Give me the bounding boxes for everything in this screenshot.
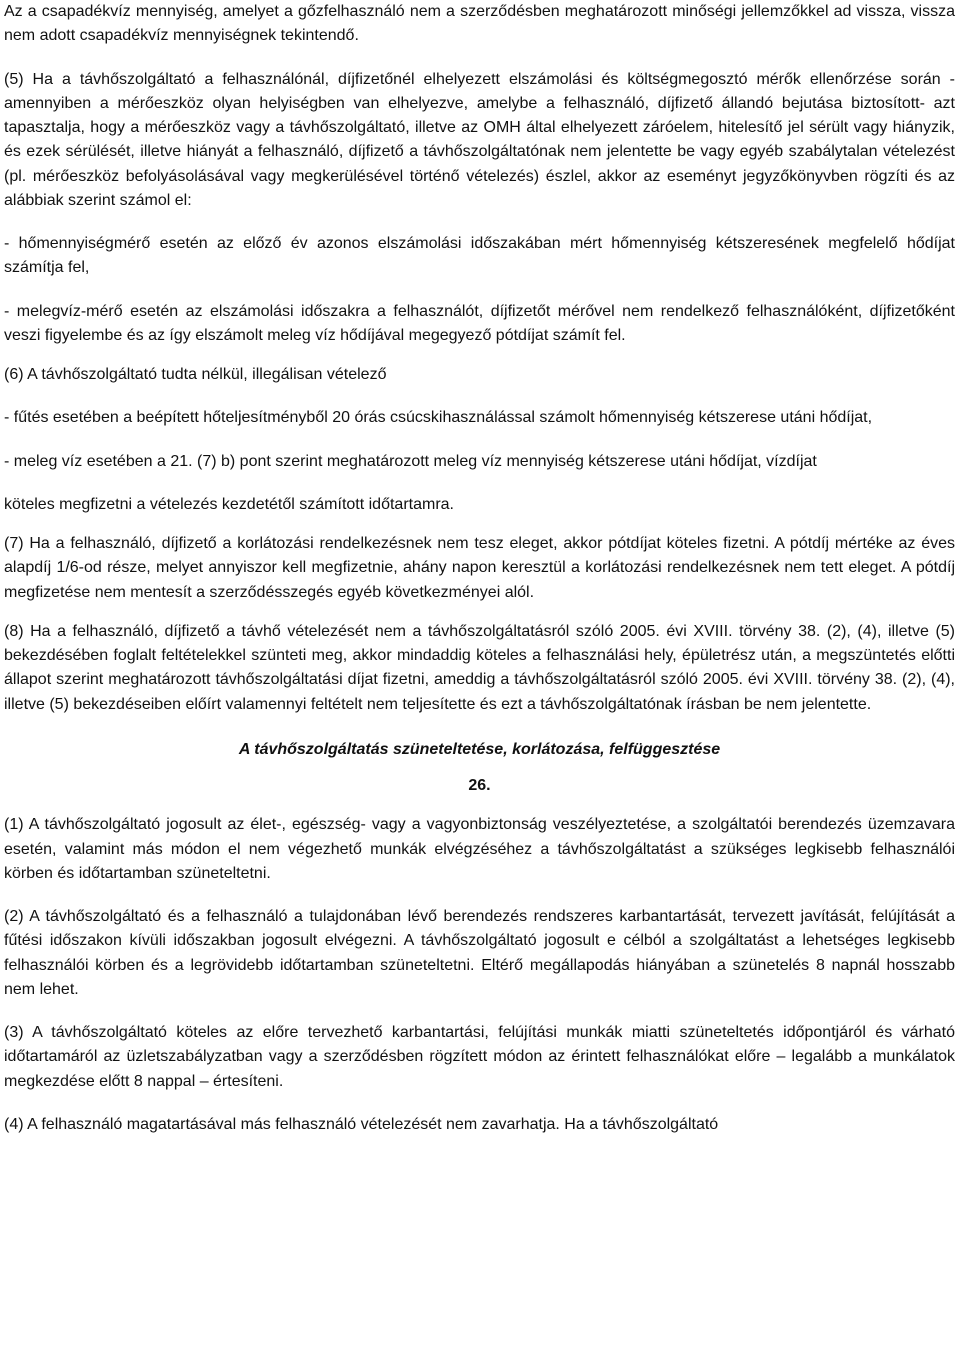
section-26-paragraph-2: (2) A távhőszolgáltató és a felhasználó a tulajdonában lévő berendezés rendszeres karbantartását, tervezett javítását, felújítását a fűtési időszakon kívüli időszakban jogosult elvégezni. A távhőszolgáltató jogosult e célból a szolgáltatást a lehetséges legkisebb felhasználói körben és a legrövidebb időtartamban szüneteltetni. Eltérő megállapodás hiányában a szünetelés 8 napnál hosszabb nem lehet. bbox=[4, 908, 955, 998]
paragraph-6-end: köteles megfizetni a vételezés kezdetétől számított időtartamra. bbox=[4, 495, 454, 513]
paragraph-6-dash-2: - meleg víz esetében a 21. (7) b) pont szerint meghatározott meleg víz mennyiség kétszerese utáni hődíjat, vízdíjat bbox=[4, 452, 817, 470]
section-number: 26. bbox=[468, 777, 491, 794]
section-26-paragraph-1: (1) A távhőszolgáltató jogosult az élet-, egészség- vagy a vagyonbiztonság veszélyeztetése, a szolgáltatói berendezés üzemzavara esetén, valamint más módon el nem végezhető munkák elvégzéséhez a távhőszolgáltatást a szükséges legkisebb felhasználói körben és időtartamban szüneteltetni. bbox=[4, 816, 955, 882]
paragraph-6-dash-1: - fűtés esetében a beépített hőteljesítményből 20 órás csúcskihasználással számolt hőmennyiség kétszerese utáni hődíjat, bbox=[4, 409, 873, 427]
paragraph-8: (8) Ha a felhasználó, díjfizető a távhő vételezését nem a távhőszolgáltatásról szóló 2005. évi XVIII. törvény 38. (2), (4), illetve (5) bekezdésében foglalt feltételekkel szünteti meg, akkor mindaddig köteles a felhasználási hely, épületrész után, a megszüntetés előtti állapot szerint meghatározott távhőszolgáltatási díjat fizetni, ameddig a távhőszolgáltatásról szóló 2005. évi XVIII. törvény 38. (2), (4), illetve (5) bekezdéseiben előírt valamennyi feltételt nem teljesítette és ezt a távhőszolgáltatónak írásban be nem jelentette. bbox=[4, 622, 955, 713]
document-page bbox=[4, 0, 955, 1137]
paragraph-6: (6) A távhőszolgáltató tudta nélkül, illegálisan vételező bbox=[4, 366, 387, 383]
paragraph-7: (7) Ha a felhasználó, díjfizető a korlátozási rendelkezésnek nem tesz eleget, akkor pótdíjat köteles fizetni. A pótdíj mértéke az éves alapdíj 1/6-od része, melyet annyiszor kell megfizetnie, ahány napon keresztül a korlátozási rendelkezésnek nem tett eleget. A pótdíj megfizetése nem mentesít a szerződésszegés egyéb következményei alól. bbox=[4, 535, 955, 601]
paragraph-intro: Az a csapadékvíz mennyiség, amelyet a gőzfelhasználó nem a szerződésben meghatározott minőségi jellemzőkkel ad vissza, vissza nem adott csapadékvíz mennyiségnek tekintendő. bbox=[4, 3, 955, 45]
section-26-paragraph-3: (3) A távhőszolgáltató köteles az előre tervezhető karbantartási, felújítási munkák miatti szüneteltetés időpontjáról és várható időtartamáról az üzletszabályzatban vagy a szerződésben rögzített módon az érintett felhasználókat előre – legalább a munkálatok megkezdése előtt 8 nappal – értesíteni. bbox=[4, 1024, 955, 1090]
paragraph-5: (5) Ha a távhőszolgáltató a felhasználónál, díjfizetőnél elhelyezett elszámolási és költségmegosztó mérők ellenőrzése során -amennyiben a mérőeszköz olyan helyiségben van elhelyezve, amelybe a felhasználó, díjfizető állandó bejutása biztosított- azt tapasztalja, hogy a mérőeszköz vagy a távhőszolgáltató, illetve az OMH által elhelyezett záróelem, hitelesítő jel sérült vagy hiányzik, és ezek sérülését, illetve hiányát a felhasználó, díjfizető a távhőszolgáltatónak nem jelentette be vagy egyéb szabálytalan vételezést (pl. mérőeszköz befolyásolásával vagy megkerülésével történő vételezés) észlel, akkor az eseményt jegyzőkönyvben rögzíti és az alábbiak szerint számol el: bbox=[4, 70, 955, 209]
section-26-paragraph-4: (4) A felhasználó magatartásával más felhasználó vételezését nem zavarhatja. Ha a távhőszolgáltató bbox=[4, 1115, 719, 1133]
section-heading: A távhőszolgáltatás szüneteltetése, korlátozása, felfüggesztése bbox=[238, 740, 721, 758]
paragraph-5-dash-2: - melegvíz-mérő esetén az elszámolási időszakra a felhasználót, díjfizetőt mérővel nem rendelkező felhasználóként, díjfizetőként veszi figyelembe és az így elszámolt meleg víz hődíjával megegyező pótdíjat számít fel. bbox=[4, 302, 955, 344]
paragraph-5-dash-1: - hőmennyiségmérő esetén az előző év azonos elszámolási időszakában mért hőmennyiség kétszeresének megfelelő hődíjat számítja fel, bbox=[4, 235, 955, 277]
